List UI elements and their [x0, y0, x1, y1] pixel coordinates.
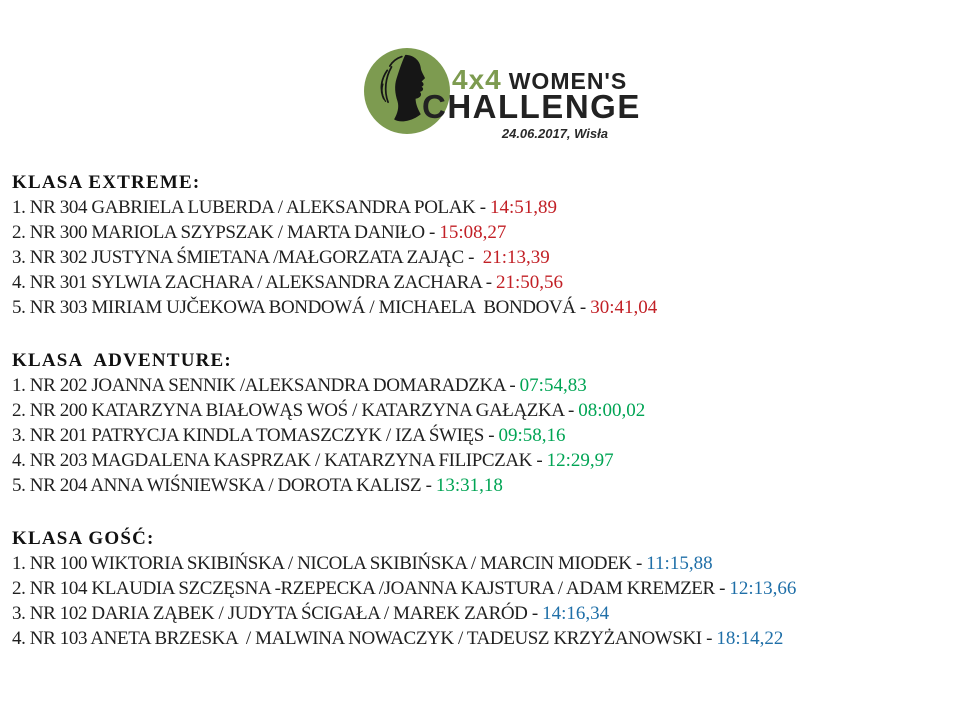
- team-names: 4. NR 301 SYLWIA ZACHARA / ALEKSANDRA ZACHARA -: [12, 272, 496, 293]
- team-names: 1. NR 304 GABRIELA LUBERDA / ALEKSANDRA POLAK -: [12, 197, 490, 218]
- result-time: 18:14,22: [716, 628, 784, 649]
- results-section-gosc: [12, 526, 796, 651]
- result-row: [12, 448, 645, 473]
- team-names: 5. NR 204 ANNA WIŚNIEWSKA / DOROTA KALISZ -: [12, 475, 436, 496]
- logo-womens-text: WOMEN'S: [508, 68, 628, 94]
- result-row: [12, 295, 657, 320]
- result-time: 08:00,02: [578, 400, 646, 421]
- result-row: [12, 245, 657, 270]
- result-time: 13:31,18: [435, 475, 503, 496]
- section-heading-gosc: KLASA GOŚĆ:: [12, 528, 155, 549]
- result-time: 14:16,34: [542, 603, 610, 624]
- team-names: 2. NR 300 MARIOLA SZYPSZAK / MARTA DANIŁO -: [12, 222, 440, 243]
- result-time: 12:13,66: [729, 578, 797, 599]
- result-row: [12, 626, 796, 651]
- result-row: [12, 423, 645, 448]
- team-names: 4. NR 203 MAGDALENA KASPRZAK / KATARZYNA FILIPCZAK -: [12, 450, 547, 471]
- result-row: [12, 195, 657, 220]
- result-time: 15:08,27: [439, 222, 507, 243]
- team-names: 2. NR 104 KLAUDIA SZCZĘSNA -RZEPECKA /JOANNA KAJSTURA / ADAM KREMZER -: [12, 578, 730, 599]
- result-row: [12, 473, 645, 498]
- team-names: 3. NR 201 PATRYCJA KINDLA TOMASZCZYK / IZA ŚWIĘS -: [12, 425, 499, 446]
- result-time: 09:58,16: [498, 425, 566, 446]
- team-names: 3. NR 102 DARIA ZĄBEK / JUDYTA ŚCIGAŁA / MAREK ZARÓD -: [12, 603, 543, 624]
- results-section-adventure: [12, 348, 645, 498]
- team-names: 1. NR 100 WIKTORIA SKIBIŃSKA / NICOLA SKIBIŃSKA / MARCIN MIODEK -: [12, 553, 647, 574]
- result-time: 14:51,89: [490, 197, 558, 218]
- result-row: [12, 398, 645, 423]
- results-section-extreme: [12, 170, 657, 320]
- team-names: 5. NR 303 MIRIAM UJČEKOWA BONDOWÁ / MICHAELA BONDOVÁ -: [12, 297, 591, 318]
- section-heading-extreme: KLASA EXTREME:: [12, 172, 201, 193]
- team-names: 1. NR 202 JOANNA SENNIK /ALEKSANDRA DOMARADZKA -: [12, 375, 520, 396]
- team-names: 2. NR 200 KATARZYNA BIAŁOWĄS WOŚ / KATARZYNA GAŁĄZKA -: [12, 400, 579, 421]
- result-row: [12, 373, 645, 398]
- result-time: 07:54,83: [519, 375, 587, 396]
- result-row: [12, 576, 796, 601]
- result-row: [12, 220, 657, 245]
- result-row: [12, 270, 657, 295]
- result-time: 12:29,97: [546, 450, 614, 471]
- section-heading-adventure: KLASA ADVENTURE:: [12, 350, 232, 371]
- result-row: [12, 601, 796, 626]
- logo-4x4-text: 4x4: [452, 64, 502, 95]
- result-time: 11:15,88: [646, 553, 713, 574]
- result-time: 30:41,04: [590, 297, 658, 318]
- result-row: [12, 551, 796, 576]
- result-time: 21:13,39: [482, 247, 550, 268]
- team-names: 4. NR 103 ANETA BRZESKA / MALWINA NOWACZYK / TADEUSZ KRZYŻANOWSKI -: [12, 628, 717, 649]
- logo-challenge-text: CHALLENGE: [422, 88, 641, 125]
- event-date-location: 24.06.2017, Wisła: [501, 126, 608, 141]
- result-time: 21:50,56: [495, 272, 564, 293]
- event-logo: [0, 0, 960, 160]
- team-names: 3. NR 302 JUSTYNA ŚMIETANA /MAŁGORZATA ZAJĄC -: [12, 247, 483, 268]
